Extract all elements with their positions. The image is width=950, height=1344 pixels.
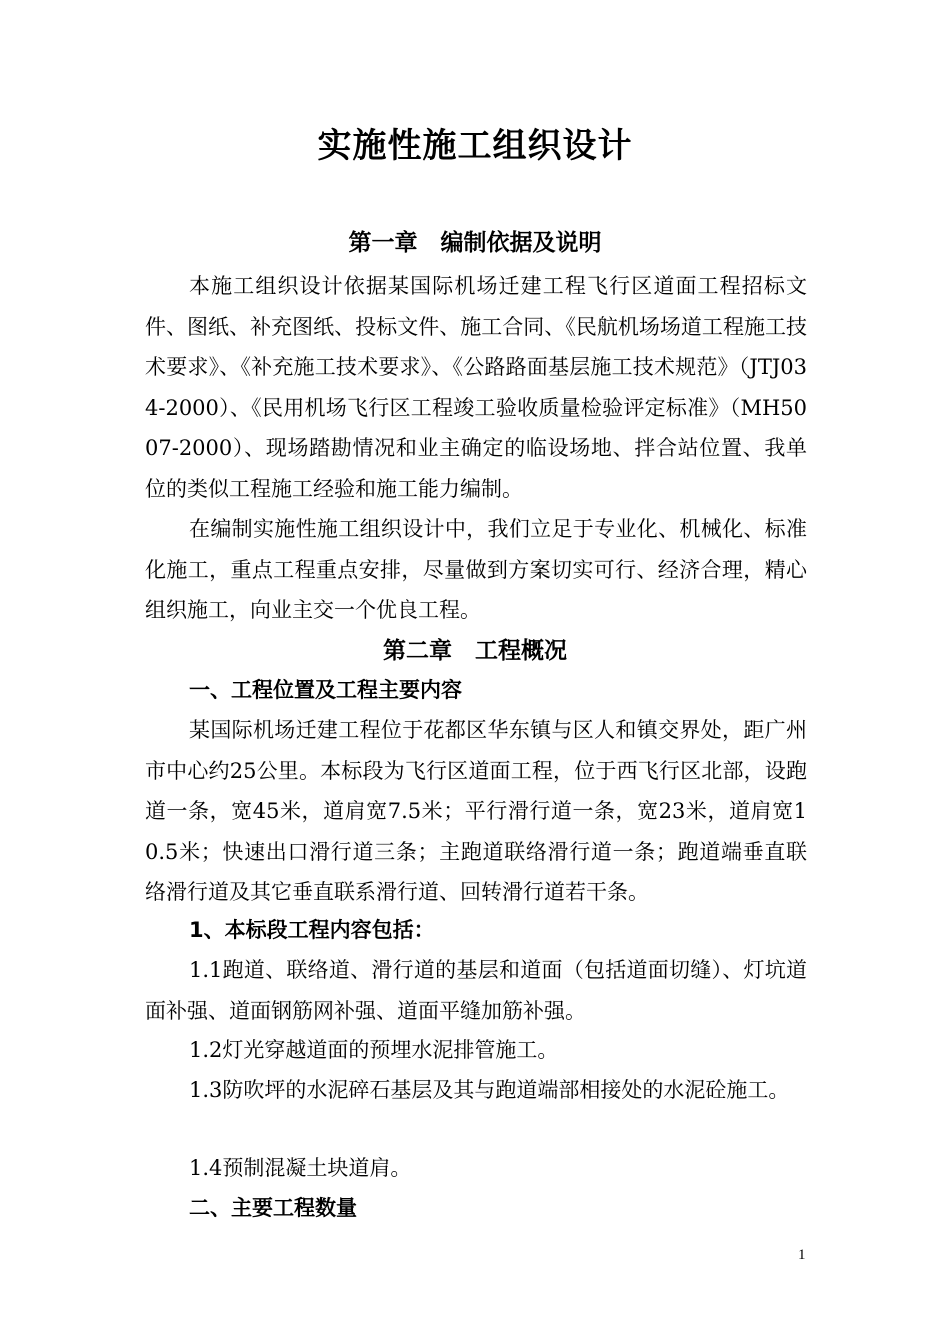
scope-item-1: 1.1跑道、联络道、滑行道的基层和道面（包括道面切缝）、灯坑道面补强、道面钢筋网补强、道面平缝加筋补强。 xyxy=(145,958,807,1023)
scope-item-4: 1.4预制混凝土块道肩。 xyxy=(189,1156,412,1180)
page-number: 1 xyxy=(798,1247,806,1263)
chapter-1-paragraph-2: 在编制实施性施工组织设计中，我们立足于专业化、机械化、标准化施工，重点工程重点安排，尽量做到方案切实可行、经济合理，精心组织施工，向业主交一个优良工程。 xyxy=(145,517,807,622)
scope-heading: 1、本标段工程内容包括： xyxy=(189,918,435,942)
scope-item-2: 1.2灯光穿越道面的预埋水泥排管施工。 xyxy=(189,1038,559,1062)
chapter-1-heading: 第一章 编制依据及说明 xyxy=(348,230,602,256)
chapter-1-paragraph-1: 本施工组织设计依据某国际机场迁建工程飞行区道面工程招标文件、图纸、补充图纸、投标文件、施工合同、《民航机场场道工程施工技术要求》、《补充施工技术要求》、《公路路面基层施工技术规范》（JTJ034-2000）、《民用机场飞行区工程竣工验收质量检验评定标准》（MH5007-2000）、现场踏勘情况和业主确定的临设场地、拌合站位置、我单位的类似工程施工经验和施工能力编制。 xyxy=(145,274,807,501)
scope-item-3: 1.3防吹坪的水泥碎石基层及其与跑道端部相接处的水泥砼施工。 xyxy=(189,1078,790,1102)
section-1-heading: 一、工程位置及工程主要内容 xyxy=(189,678,462,702)
chapter-2-heading: 第二章 工程概况 xyxy=(383,638,567,664)
section-2-heading: 二、主要工程数量 xyxy=(189,1196,357,1220)
section-1-paragraph: 某国际机场迁建工程位于花都区华东镇与区人和镇交界处，距广州市中心约25公里。本标段为飞行区道面工程，位于西飞行区北部，设跑道一条，宽45米，道肩宽7.5米；平行滑行道一条，宽23米，道肩宽10.5米；快速出口滑行道三条；主跑道联络滑行道一条；跑道端垂直联络滑行道及其它垂直联系滑行道、回转滑行道若干条。 xyxy=(145,718,807,904)
document-title: 实施性施工组织设计 xyxy=(317,126,633,166)
